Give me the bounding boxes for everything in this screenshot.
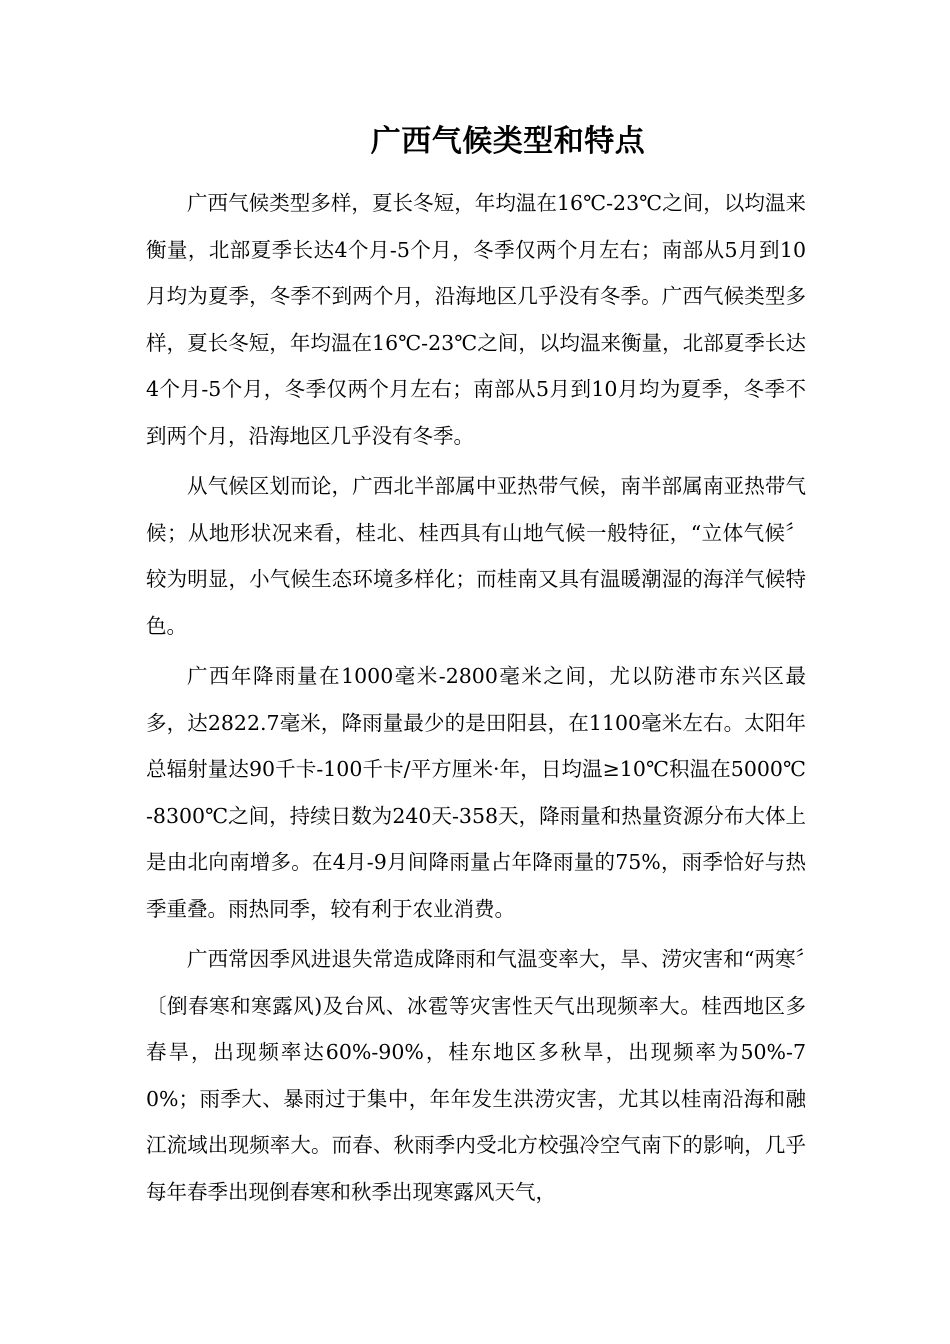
document-body bbox=[146, 180, 806, 1219]
document-title: 广西气候类型和特点 bbox=[370, 124, 646, 159]
paragraph: 从气候区划而论，广西北半部属中亚热带气候，南半部属南亚热带气候；从地形状况来看，桂北、桂西具有山地气候一般特征，“立体气候〞较为明显，小气候生态环境多样化；而桂南又具有温暖潮湿的海洋气候特色。 bbox=[146, 474, 806, 638]
paragraph: 广西气候类型多样，夏长冬短，年均温在16℃-23℃之间，以均温来衡量，北部夏季长达4个月-5个月，冬季仅两个月左右；南部从5月到10月均为夏季，冬季不到两个月，沿海地区几乎没有冬季。广西气候类型多样，夏长冬短，年均温在16℃-23℃之间，以均温来衡量，北部夏季长达4个月-5个月，冬季仅两个月左右；南部从5月到10月均为夏季，冬季不到两个月，沿海地区几乎没有冬季。 bbox=[146, 191, 806, 448]
paragraph: 广西常因季风进退失常造成降雨和气温变率大，旱、涝灾害和“两寒〞〔倒春寒和寒露风)及台风、冰雹等灾害性天气出现频率大。桂西地区多春旱，出现频率达60%-90%，桂东地区多秋旱，出现频率为50%-70%；雨季大、暴雨过于集中，年年发生洪涝灾害，尤其以桂南沿海和融江流域出现频率大。而春、秋雨季内受北方校强冷空气南下的影响，几乎每年春季出现倒春寒和秋季出现寒露风天气， bbox=[146, 947, 806, 1204]
paragraph: 广西年降雨量在1000毫米-2800毫米之间，尤以防港市东兴区最多，达2822.7毫米，降雨量最少的是田阳县，在1100毫米左右。太阳年总辐射量达90千卡-100千卡/平方厘米·年，日均温≥10℃积温在5000℃-8300℃之间，持续日数为240天-358天，降雨量和热量资源分布大体上是由北向南增多。在4月-9月间降雨量占年降雨量的75%，雨季恰好与热季重叠。雨热同季，较有利于农业消费。 bbox=[146, 664, 806, 921]
